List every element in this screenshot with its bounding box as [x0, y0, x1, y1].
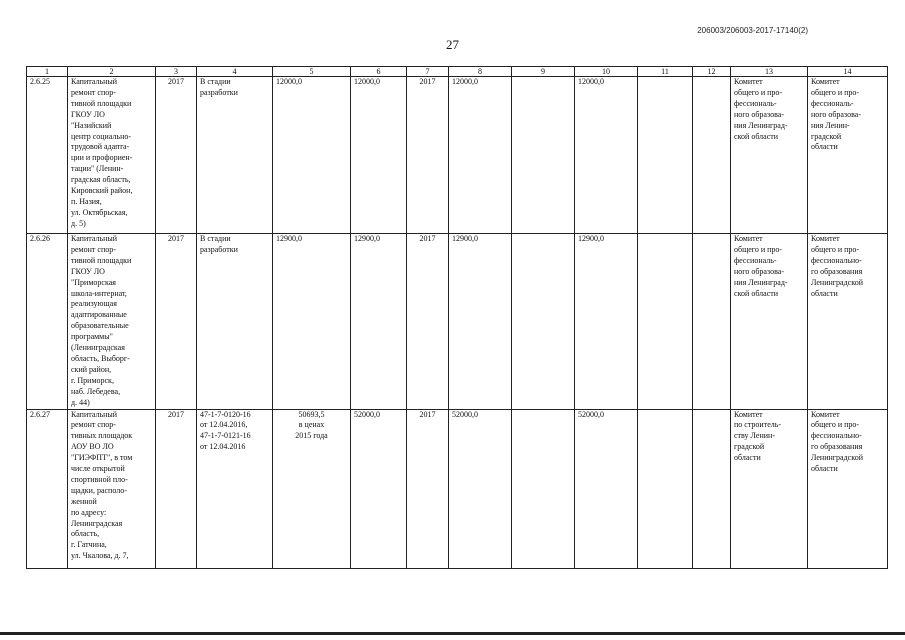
- estimated-cost: 50693,5 в ценах 2015 года: [273, 409, 351, 568]
- col9-value: [512, 77, 575, 234]
- column-header: 7: [407, 67, 449, 77]
- executor: Комитет общего и про- фессионально- го образования Ленинградской области: [808, 409, 888, 568]
- object-name: Капитальный ремонт спор- тивных площадок АОУ ВО ЛО "ГИЭФПТ", в том числе открытой спортивной пло- щадки, располо- женной по адресу: Ленинградская область, г. Гатчина, ул. Чкалова, д. 7,: [68, 409, 156, 568]
- column-header: 11: [638, 67, 693, 77]
- col9-value: [512, 409, 575, 568]
- object-name: Капитальный ремонт спор- тивной площадки ГКОУ ЛО "Назийский центр социально- трудовой адапта- ции и профориен- тации" (Ленин- градская область, Кировский район, п. Назия, ул. Октябрьская, д. 5): [68, 77, 156, 234]
- column-header: 1: [27, 67, 68, 77]
- register-table: [26, 66, 888, 569]
- item-number: 2.6.26: [27, 234, 68, 410]
- header-row: [27, 67, 888, 77]
- executor: Комитет общего и про- фессионально- го образования Ленинградской области: [808, 234, 888, 410]
- document-id: 206003/206003-2017-17140(2): [697, 26, 808, 35]
- completion-year: 2017: [407, 77, 449, 234]
- completion-year: 2017: [407, 409, 449, 568]
- completion-year: 2017: [407, 234, 449, 410]
- design-stage: 47-1-7-0120-16 от 12.04.2016, 47-1-7-0121-16 от 12.04.2016: [197, 409, 273, 568]
- column-header: 5: [273, 67, 351, 77]
- estimated-cost: 12000,0: [273, 77, 351, 234]
- col9-value: [512, 234, 575, 410]
- customer: Комитет общего и про- фессиональ- ного образова- ния Ленинград- ской области: [731, 77, 808, 234]
- col11-value: [638, 409, 693, 568]
- column-header: 6: [351, 67, 407, 77]
- customer: Комитет по строитель- ству Ленин- градской области: [731, 409, 808, 568]
- table-row: [27, 77, 888, 234]
- start-year: 2017: [156, 409, 197, 568]
- table-row: [27, 409, 888, 568]
- table-row: [27, 234, 888, 410]
- column-header: 13: [731, 67, 808, 77]
- col10-value: 12000,0: [575, 77, 638, 234]
- amount-value: 12000,0: [449, 77, 512, 234]
- column-header: 4: [197, 67, 273, 77]
- limit-value: 12900,0: [351, 234, 407, 410]
- limit-value: 12000,0: [351, 77, 407, 234]
- start-year: 2017: [156, 77, 197, 234]
- design-stage: В стадии разработки: [197, 77, 273, 234]
- executor: Комитет общего и про- фессиональ- ного образова- ния Ленин- градской области: [808, 77, 888, 234]
- column-header: 3: [156, 67, 197, 77]
- item-number: 2.6.25: [27, 77, 68, 234]
- column-header: 8: [449, 67, 512, 77]
- object-name: Капитальный ремонт спор- тивной площадки ГКОУ ЛО "Приморская школа-интернат, реализующая адаптированные образовательные программы" (Ленинградская область, Выборг- ский район, г. Приморск, наб. Лебедева, д. 44): [68, 234, 156, 410]
- amount-value: 12900,0: [449, 234, 512, 410]
- col12-value: [693, 234, 731, 410]
- column-header: 2: [68, 67, 156, 77]
- column-header: 9: [512, 67, 575, 77]
- col10-value: 52000,0: [575, 409, 638, 568]
- start-year: 2017: [156, 234, 197, 410]
- col10-value: 12900,0: [575, 234, 638, 410]
- col11-value: [638, 77, 693, 234]
- scan-edge-line: [0, 632, 905, 635]
- design-stage: В стадии разработки: [197, 234, 273, 410]
- column-header: 12: [693, 67, 731, 77]
- col11-value: [638, 234, 693, 410]
- column-header: 10: [575, 67, 638, 77]
- limit-value: 52000,0: [351, 409, 407, 568]
- column-header: 14: [808, 67, 888, 77]
- customer: Комитет общего и про- фессиональ- ного образова- ния Ленинград- ской области: [731, 234, 808, 410]
- item-number: 2.6.27: [27, 409, 68, 568]
- page-number: 27: [446, 37, 459, 52]
- amount-value: 52000,0: [449, 409, 512, 568]
- col12-value: [693, 409, 731, 568]
- estimated-cost: 12900,0: [273, 234, 351, 410]
- col12-value: [693, 77, 731, 234]
